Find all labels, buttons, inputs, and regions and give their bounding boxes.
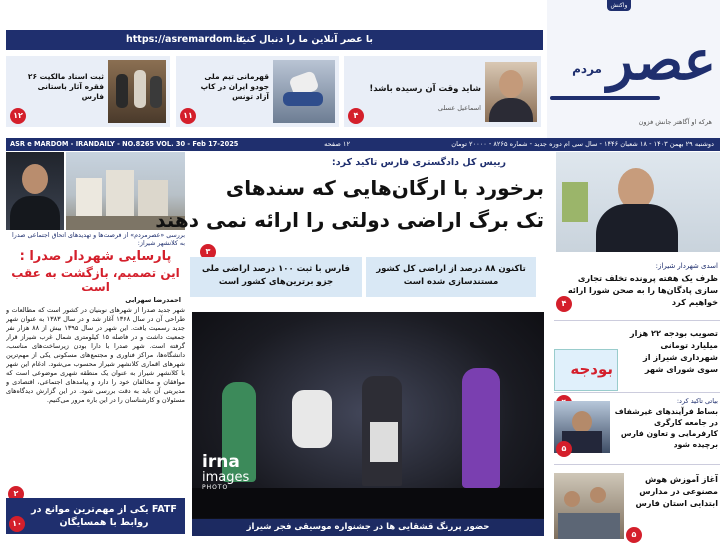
page-badge: ۱۰ bbox=[9, 516, 25, 532]
teaser-heritage-title: ثبت اسناد مالکیت ۲۶ فقره آثار باستانی فارس bbox=[27, 72, 104, 101]
website-link[interactable]: https://asremardom.ir bbox=[126, 34, 245, 45]
ai-story[interactable] bbox=[554, 464, 720, 544]
logo-tag: واکنش bbox=[607, 0, 631, 11]
english-info: ASR e MARDOM - IRANDAILY - NO.8265 VOL. 30 - Feb 17-2025 bbox=[10, 140, 239, 148]
lead-sub-right-text: تاکنون ۸۸ درصد از اراضی کل کشور مستندسازی شده است bbox=[376, 264, 526, 287]
market-story[interactable] bbox=[554, 392, 720, 458]
left-story-headline-1: پارسایی شهردار صدرا : bbox=[19, 249, 172, 264]
watermark bbox=[202, 454, 249, 491]
promo-bar bbox=[6, 30, 543, 50]
budget-image bbox=[554, 349, 618, 391]
market-kicker: بیاتی تاکید کرد: bbox=[676, 397, 718, 405]
left-story-kicker: بررسی «عصرمردم» از فرصت‌ها و تهدیدهای اتحاق اجتماعی صدرا به کلانشهر شیراز: bbox=[12, 232, 185, 247]
mayor-kicker: اسدی شهردار شیراز: bbox=[655, 262, 718, 270]
official-photo bbox=[556, 152, 720, 252]
logo-block bbox=[547, 0, 720, 138]
ai-photo bbox=[554, 473, 624, 539]
teaser-judo-title: قهرمانی تیم ملی جودو ایران در کاپ آزاد تونس bbox=[200, 72, 269, 101]
watermark-photo: PHOTO bbox=[202, 484, 229, 491]
photo-caption: حضور پررنگ قشقایی ها در جشنواره موسیقی فجر شیراز bbox=[192, 519, 544, 536]
page-count: ۱۲ صفحه bbox=[324, 140, 350, 148]
logo-accent bbox=[550, 96, 660, 100]
mayor-headline: ظرف یک هفته پرونده تخلف تجاری سازی پادگان‌ها را به صحن شورا ارائه خواهیم کرد bbox=[567, 273, 718, 307]
page-badge: ۴ bbox=[348, 108, 364, 124]
lead-sub-left-text: فارس با ثبت ۱۰۰ درصد اراضی ملی جزو برترین‌های کشور است bbox=[201, 264, 350, 287]
owner-line: هرکه او آگاهتر جانش فزون bbox=[638, 118, 712, 126]
mayor-sadra-photo bbox=[6, 152, 64, 230]
promo-text: با عصر آنلاین ما را دنبال کنید bbox=[237, 34, 373, 45]
teaser-heritage[interactable] bbox=[6, 56, 170, 127]
teaser-judo[interactable] bbox=[176, 56, 339, 127]
left-story-body: شهر جدید صدرا از شهرهای نوبنیان در کشور است که مطالعات و طراحی آن در سال ۱۳۶۸ آغاز شد و در سال ۱۳۸۳ به عنوان شهر جدید رسمیت یافت. این شهر در سال ۱۳۹۵ بیش از ۸۸ هزار نفر جمعیت داشت و در فاصله ۱۵ کیلومتری شمال غرب شیراز قرار گرفته است. شهر صدرا با دارا بودن زیرساخت‌های مناسب، دانشگاه‌ها، مراکز فناوری و مجتمع‌های مسکونی یکی از مهم‌ترین شهرهای اقماری کلانشهر شیراز محسوب می‌شود. ادغام این شهر با کلانشهر شیراز به عنوان یک منطقه شهری موضوعی است که موافقان و مخالفان خود را دارد و پیامدهای اجتماعی، اقتصادی و مدیریتی آن باید به دقت بررسی شود. در این گزارش دیدگاه‌های مسئولان و کارشناسان را در این باره مرور می‌کنیم. bbox=[6, 306, 185, 404]
date-line: دوشنبه ۲۹ بهمن ۱۴۰۳ - ۱۸ شعبان ۱۴۴۶ - سال سی ام دوره جدید - شماره ۸۲۶۵ - ۲۰۰۰۰ تومان bbox=[451, 140, 714, 148]
lead-headline-1: برخورد با ارگان‌هایی که سندهای bbox=[225, 176, 544, 200]
left-story-byline: احمدرضا سهرابی bbox=[125, 296, 181, 304]
lead-sub-left bbox=[190, 257, 362, 297]
page-badge: ۵ bbox=[626, 527, 642, 543]
fatf-headline: FATF یکی از مهم‌ترین موانع در روابط با همسایگان bbox=[31, 504, 177, 528]
budget-headline: تصویب بودجه ۲۲ هزار میلیارد تومانی شهرداری شیراز از سوی شورای شهر bbox=[629, 328, 718, 374]
watermark-main: irna bbox=[202, 452, 240, 472]
page-badge: ۱۱ bbox=[180, 108, 196, 124]
festival-photo bbox=[192, 312, 544, 536]
logo-sub: مردم bbox=[572, 62, 602, 76]
fatf-box[interactable] bbox=[6, 498, 185, 534]
left-story-headline-2: این تصمیم، بازگشت به عقب است bbox=[11, 266, 180, 294]
market-headline: بساط فرآیندهای غیرشفاف در جامعه کارگری کارفرمایی و تعاون فارس برچیده شود bbox=[614, 407, 718, 449]
page-badge: ۱۲ bbox=[10, 108, 26, 124]
logo-main: عصر bbox=[607, 28, 716, 92]
teaser-opinion-title: شاید وقت آن رسیده باشد! bbox=[369, 84, 481, 94]
teaser-opinion[interactable] bbox=[344, 56, 541, 127]
watermark-sub: images bbox=[202, 470, 250, 485]
lead-kicker: رییس کل دادگستری فارس تاکید کرد: bbox=[331, 157, 506, 168]
info-bar bbox=[6, 138, 720, 151]
heritage-photo bbox=[108, 60, 166, 123]
budget-image-word: بودجه bbox=[570, 360, 613, 378]
ai-headline: آغاز آموزش هوش مصنوعی در مدارس ابتدایی استان فارس bbox=[635, 474, 718, 508]
lead-sub-right bbox=[366, 257, 536, 297]
page-badge: ۴ bbox=[556, 296, 572, 312]
masthead bbox=[0, 0, 720, 138]
teaser-opinion-author: اسماعیل عسلی bbox=[437, 104, 481, 112]
right-column bbox=[554, 260, 720, 551]
judo-photo bbox=[273, 60, 335, 123]
page-badge: ۲ bbox=[8, 486, 24, 502]
author-photo bbox=[485, 62, 537, 122]
page-badge: ۳ bbox=[200, 244, 216, 260]
page-badge: ۵ bbox=[556, 441, 572, 457]
lead-headline-2: تک برگ اراضی دولتی را ارائه نمی دهند bbox=[155, 208, 544, 232]
